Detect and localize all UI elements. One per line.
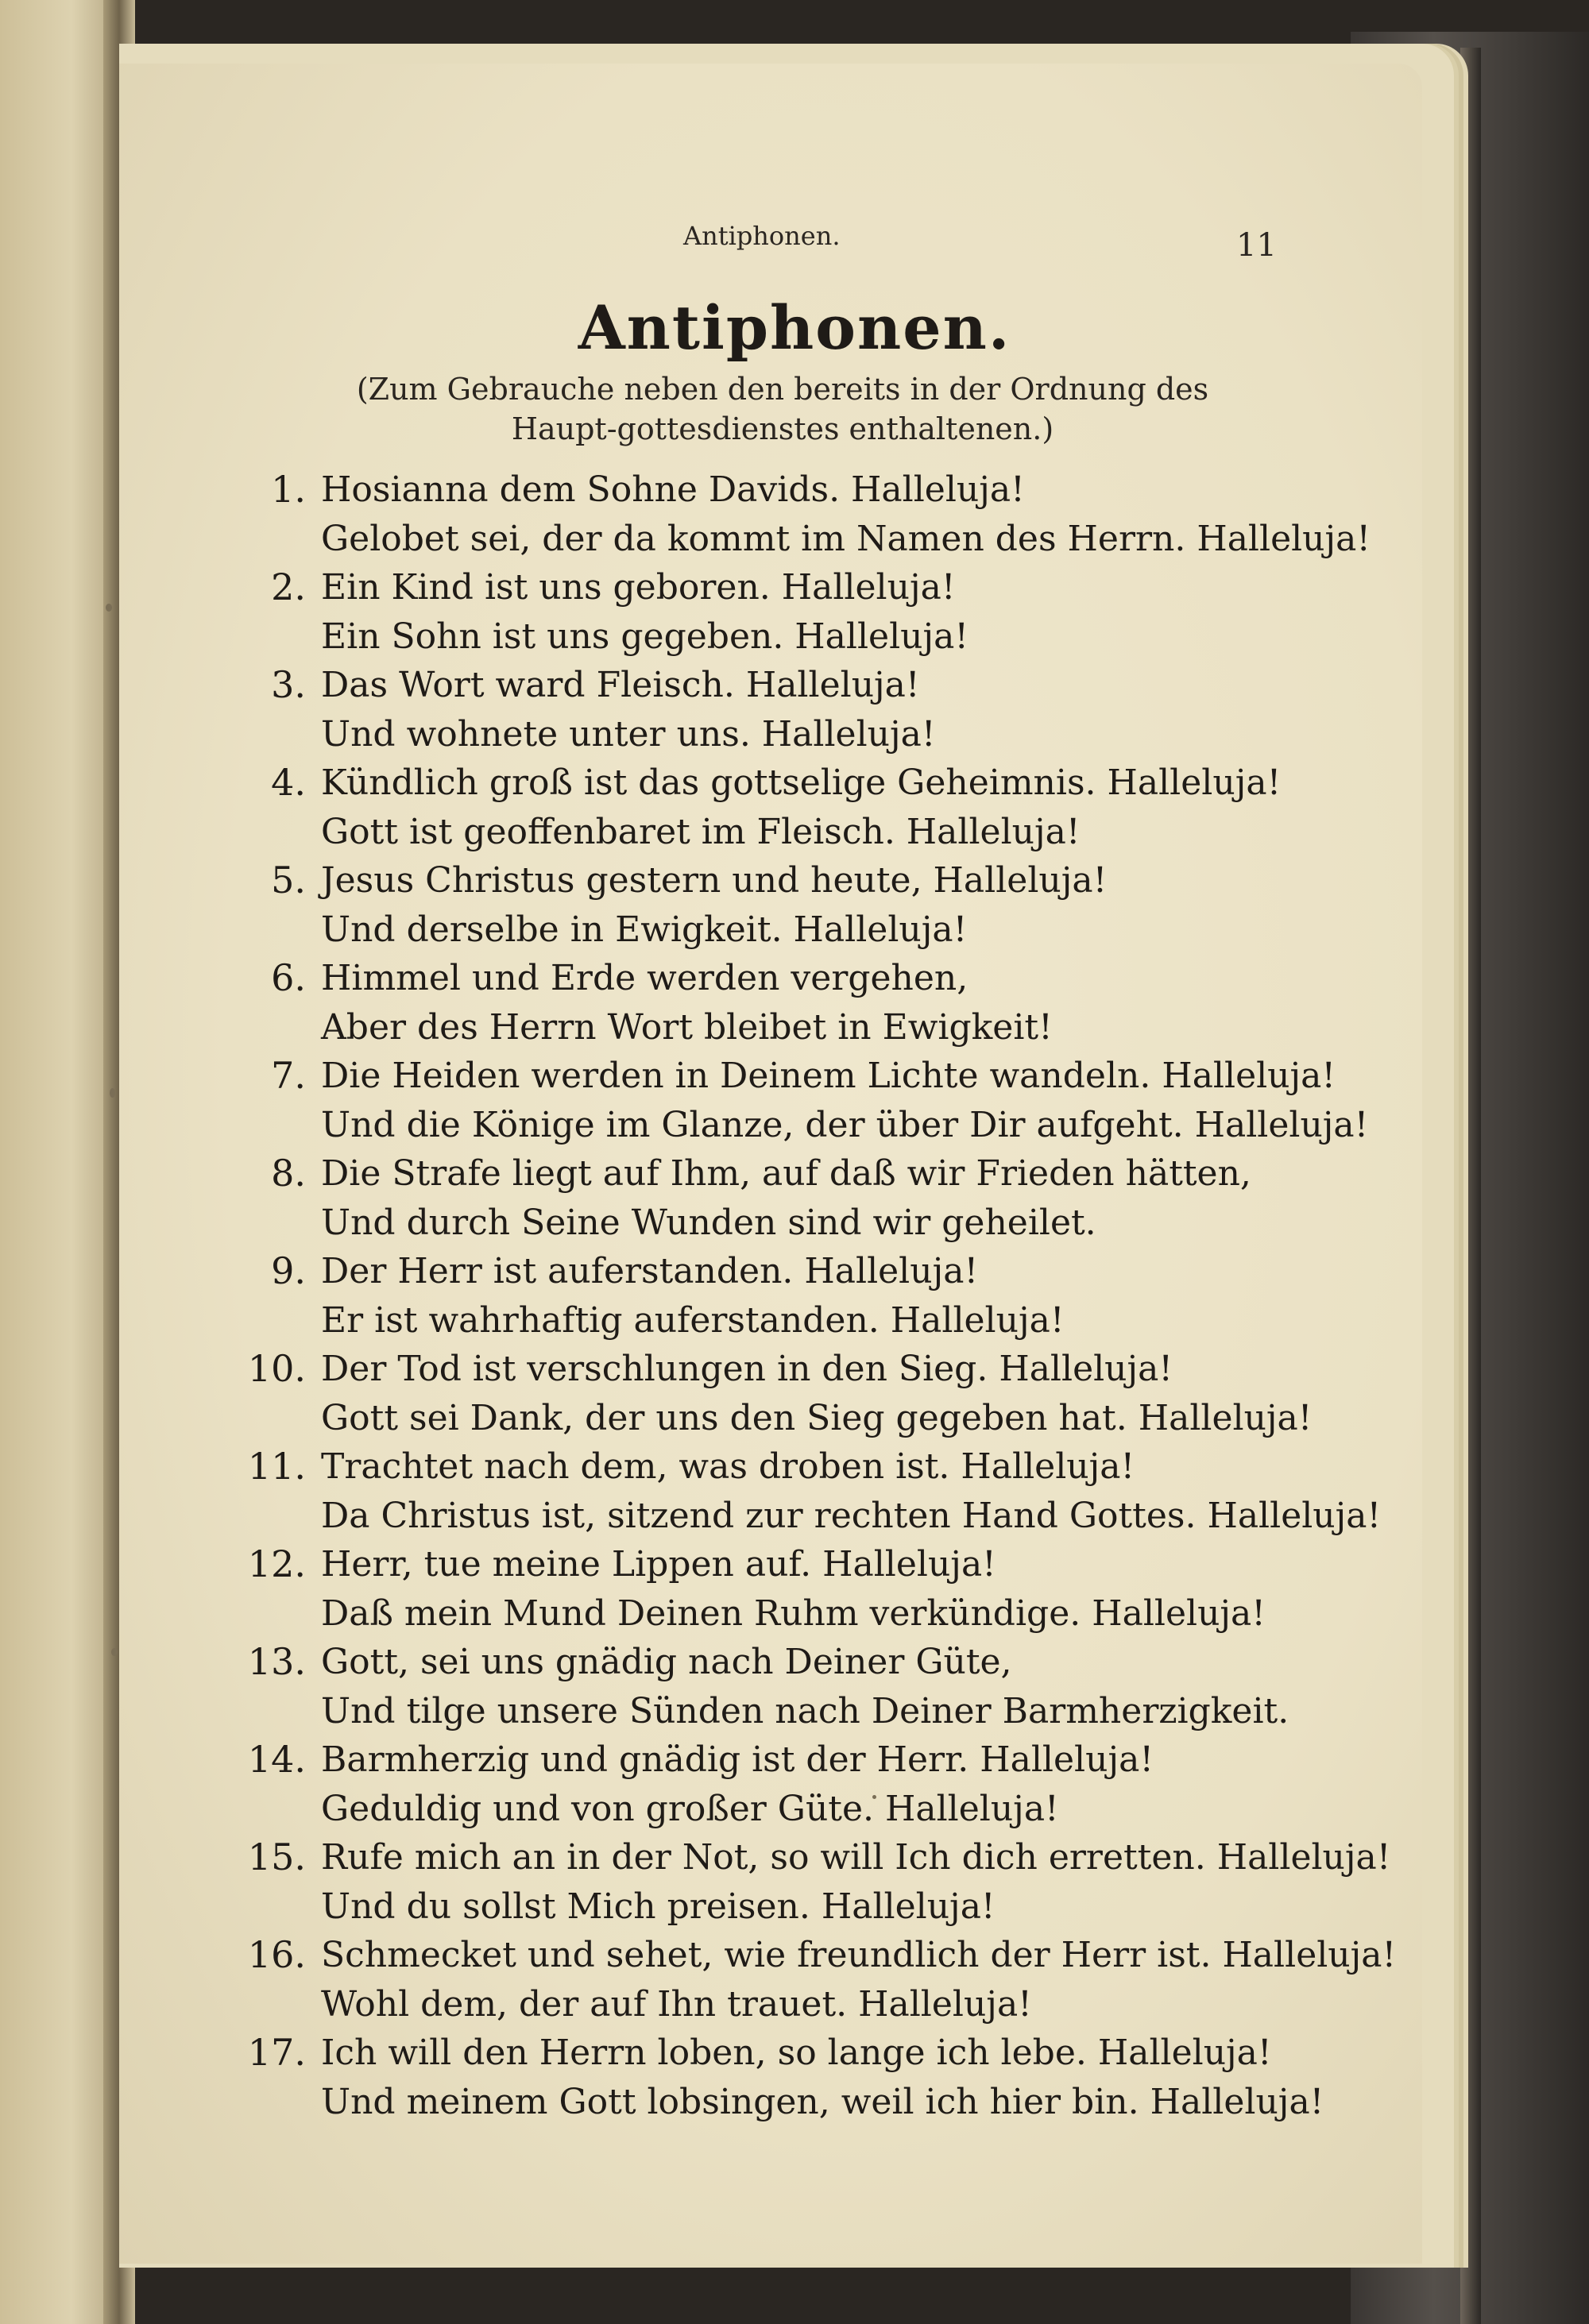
list-item [0, 1345, 1589, 1442]
list-item [0, 1833, 1589, 1931]
response-line: Und meinem Gott lobsingen, weil ich hier bin. Halleluja! [321, 2081, 1324, 2122]
verse-line: Barmherzig und gnädig ist der Herr. Halleluja! [321, 1739, 1154, 1780]
response-line: Daß mein Mund Deinen Ruhm verkündige. Halleluja! [321, 1592, 1266, 1634]
page-subtitle: (Zum Gebrauche neben den bereits in der Ordnung des Haupt-gottesdienstes enthaltenen.) [356, 372, 1209, 446]
response-line: Und tilge unsere Sünden nach Deiner Barmherzigkeit. [321, 1690, 1289, 1731]
verse-line: Herr, tue meine Lippen auf. Halleluja! [321, 1544, 996, 1585]
list-item [0, 954, 1589, 1052]
item-number: 14. [247, 1738, 306, 1781]
response-line: Und derselbe in Ewigkeit. Halleluja! [321, 909, 968, 950]
item-number: 5. [271, 859, 306, 901]
item-number: 13. [247, 1640, 306, 1683]
response-line: Und du sollst Mich preisen. Halleluja! [321, 1886, 996, 1927]
item-number: 9. [271, 1249, 306, 1292]
list-item [0, 1638, 1589, 1735]
list-item [0, 1931, 1589, 2029]
item-number: 2. [271, 566, 306, 608]
page-number: 11 [1236, 227, 1277, 264]
verse-line: Der Herr ist auferstanden. Halleluja! [321, 1251, 979, 1291]
list-item [0, 1735, 1589, 1833]
list-item [0, 2029, 1589, 2126]
list-item [0, 1247, 1589, 1345]
verse-line: Ein Kind ist uns geboren. Halleluja! [321, 567, 956, 608]
item-number: 12. [247, 1542, 306, 1585]
response-line: Ein Sohn ist uns gegeben. Halleluja! [321, 616, 969, 657]
verse-line: Trachtet nach dem, was droben ist. Halleluja! [321, 1446, 1135, 1487]
verse-line: Kündlich groß ist das gottselige Geheimnis. Halleluja! [321, 762, 1282, 803]
item-number: 4. [271, 761, 306, 804]
verse-line: Rufe mich an in der Not, so will Ich dich erretten. Halleluja! [321, 1837, 1391, 1878]
page-title: Antiphonen. [578, 292, 1011, 363]
list-item [0, 759, 1589, 856]
list-item [0, 1442, 1589, 1540]
list-item [0, 661, 1589, 759]
response-line: Gott ist geoffenbaret im Fleisch. Halleluja! [321, 811, 1081, 852]
list-item [0, 1052, 1589, 1149]
verse-line: Die Strafe liegt auf Ihm, auf daß wir Frieden hätten, [321, 1153, 1251, 1194]
response-line: Er ist wahrhaftig auferstanden. Halleluja! [321, 1299, 1065, 1341]
response-line: Aber des Herrn Wort bleibet in Ewigkeit! [321, 1006, 1053, 1048]
item-number: 7. [271, 1054, 306, 1097]
list-item [0, 856, 1589, 954]
verse-line: Jesus Christus gestern und heute, Halleluja! [321, 860, 1108, 901]
response-line: Und durch Seine Wunden sind wir geheilet. [321, 1202, 1096, 1243]
item-number: 10. [247, 1347, 306, 1390]
response-line: Geduldig und von großer Güte. Halleluja! [321, 1788, 1059, 1829]
list-item [0, 1149, 1589, 1247]
item-number: 17. [247, 2031, 306, 2074]
item-number: 15. [247, 1836, 306, 1878]
list-item [0, 1540, 1589, 1638]
response-line: Gelobet sei, der da kommt im Namen des Herrn. Halleluja! [321, 518, 1371, 559]
verse-line: Hosianna dem Sohne Davids. Halleluja! [321, 469, 1025, 510]
response-line: Wohl dem, der auf Ihn trauet. Halleluja! [321, 1983, 1032, 2025]
response-line: Und wohnete unter uns. Halleluja! [321, 713, 936, 755]
response-line: Da Christus ist, sitzend zur rechten Hand Gottes. Halleluja! [321, 1495, 1382, 1536]
item-number: 1. [271, 468, 306, 511]
response-line: Und die Könige im Glanze, der über Dir aufgeht. Halleluja! [321, 1104, 1369, 1145]
list-item [0, 465, 1589, 563]
verse-line: Das Wort ward Fleisch. Halleluja! [321, 665, 920, 705]
item-number: 8. [271, 1152, 306, 1195]
list-item [0, 563, 1589, 661]
item-number: 11. [247, 1445, 306, 1488]
verse-line: Die Heiden werden in Deinem Lichte wandeln. Halleluja! [321, 1056, 1336, 1096]
verse-line: Himmel und Erde werden vergehen, [321, 958, 968, 998]
response-line: Gott sei Dank, der uns den Sieg gegeben hat. Halleluja! [321, 1397, 1313, 1438]
item-number: 6. [271, 956, 306, 999]
item-number: 3. [271, 663, 306, 706]
verse-line: Der Tod ist verschlungen in den Sieg. Halleluja! [321, 1349, 1173, 1389]
antiphon-list [0, 465, 1589, 2126]
item-number: 16. [247, 1933, 306, 1976]
verse-line: Schmecket und sehet, wie freundlich der Herr ist. Halleluja! [321, 1935, 1397, 1975]
verse-line: Ich will den Herrn loben, so lange ich lebe. Halleluja! [321, 2033, 1272, 2073]
running-header: Antiphonen. [683, 221, 841, 251]
verse-line: Gott, sei uns gnädig nach Deiner Güte, [321, 1642, 1012, 1682]
